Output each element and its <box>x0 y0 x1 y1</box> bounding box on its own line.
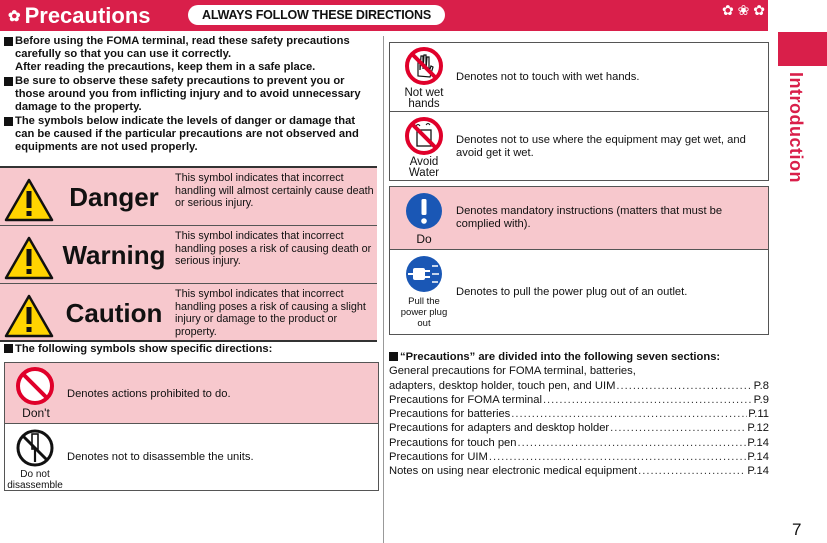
symbol-row-do <box>390 187 768 250</box>
warning-triangle-icon <box>4 178 54 222</box>
hazard-row-caution <box>0 284 377 340</box>
left-symbol-table <box>4 362 379 491</box>
bullet-item: Before using the FOMA terminal, read these safety precautions carefully so that you can use it correctly. After reading the precautions, keep them in a safe place. <box>4 35 376 74</box>
sections-list <box>389 350 769 479</box>
symbol-label: Avoid Water <box>408 156 440 179</box>
hazard-word: Warning <box>62 240 166 270</box>
avoid-water-icon <box>404 116 444 156</box>
symbol-desc: Denotes actions prohibited to do. <box>67 388 231 400</box>
hazard-desc: This symbol indicates that incorrect handling poses a risk of causing death or serious injury. <box>175 230 372 267</box>
warning-triangle-icon <box>4 294 54 338</box>
bullet-item: Be sure to observe these safety precautions to prevent you or those around you from inflicting injury and to avoid unnecessary damage to the property. <box>4 75 376 114</box>
hazard-desc: This symbol indicates that incorrect handling will almost certainly cause death or serious injury. <box>175 172 374 209</box>
bullet-item: The symbols below indicate the levels of danger or damage that can be caused if the particular precautions are not observed and equipments are not used properly. <box>4 115 376 154</box>
symbol-label: Not wet hands <box>404 87 444 110</box>
square-bullet-icon <box>4 344 13 353</box>
toc-item: Notes on using near electronic medical equipment ..... P.14 <box>389 464 769 478</box>
symbol-row-disassemble <box>5 424 378 490</box>
symbol-desc: Denotes not to touch with wet hands. <box>456 71 640 83</box>
symbol-desc: Denotes mandatory instructions (matters that must be complied with). <box>456 205 723 230</box>
symbol-desc: Denotes not to use where the equipment may get wet, and avoid get it wet. <box>456 134 746 159</box>
side-tab <box>778 32 827 66</box>
no-wet-hands-icon <box>404 46 444 86</box>
symbol-label: Don't <box>22 406 50 420</box>
side-label: Introduction <box>786 72 806 183</box>
toc-item: Precautions for batteries ..... P.11 <box>389 407 769 421</box>
symbol-desc: Denotes not to disassemble the units. <box>67 451 254 463</box>
sections-first-line: General precautions for FOMA terminal, batteries, <box>389 365 636 378</box>
symbol-row-avoid-water <box>390 112 768 180</box>
hazard-row-danger <box>0 168 377 226</box>
square-bullet-icon <box>4 77 13 86</box>
hazard-row-warning <box>0 226 377 284</box>
right-symbol-table-top <box>389 42 769 181</box>
symbol-row-pull-plug <box>390 250 768 334</box>
square-bullet-icon <box>389 352 398 361</box>
sections-heading: “Precautions” are divided into the following seven sections: <box>389 350 769 364</box>
prohibited-icon <box>15 366 55 406</box>
column-divider <box>383 36 384 543</box>
intro-bullets <box>4 35 376 155</box>
mandatory-icon <box>404 191 444 231</box>
header-bar <box>0 0 768 31</box>
specific-heading: The following symbols show specific directions: <box>4 343 272 355</box>
symbol-row-dont <box>5 363 378 424</box>
right-symbol-table-bottom <box>389 186 769 335</box>
hazard-word: Danger <box>69 182 159 212</box>
pull-plug-icon <box>404 254 444 294</box>
warning-triangle-icon <box>4 236 54 280</box>
toc-item: Precautions for touch pen ..... P.14 <box>389 436 769 450</box>
toc-item: Precautions for adapters and desktop holder ..... P.12 <box>389 421 769 435</box>
hazard-level-table <box>0 166 377 342</box>
toc-item: Precautions for UIM ..... P.14 <box>389 450 769 464</box>
do-not-disassemble-icon <box>15 428 55 468</box>
flower-decoration-icon: ✿ ❀ ✿ <box>722 2 765 18</box>
symbol-row-wet-hands <box>390 43 768 112</box>
square-bullet-icon <box>4 117 13 126</box>
hazard-word: Caution <box>65 298 163 328</box>
toc-item: Precautions for FOMA terminal ..... P.9 <box>389 393 769 407</box>
page-title: ✿ Precautions <box>8 3 151 28</box>
hazard-desc: This symbol indicates that incorrect handling poses a risk of causing a slight injury or damage to the product or property. <box>175 288 366 338</box>
header-pill: ALWAYS FOLLOW THESE DIRECTIONS <box>188 5 445 25</box>
symbol-label: Do <box>416 232 432 246</box>
symbol-label: Pull the power plug out <box>400 296 448 329</box>
symbol-desc: Denotes to pull the power plug out of an outlet. <box>456 286 688 298</box>
page-number: 7 <box>792 520 802 539</box>
toc-item: adapters, desktop holder, touch pen, and UIM ..... P.8 <box>389 379 769 393</box>
symbol-label: Do not disassemble <box>7 469 63 491</box>
square-bullet-icon <box>4 37 13 46</box>
flower-icon: ✿ <box>8 8 21 25</box>
